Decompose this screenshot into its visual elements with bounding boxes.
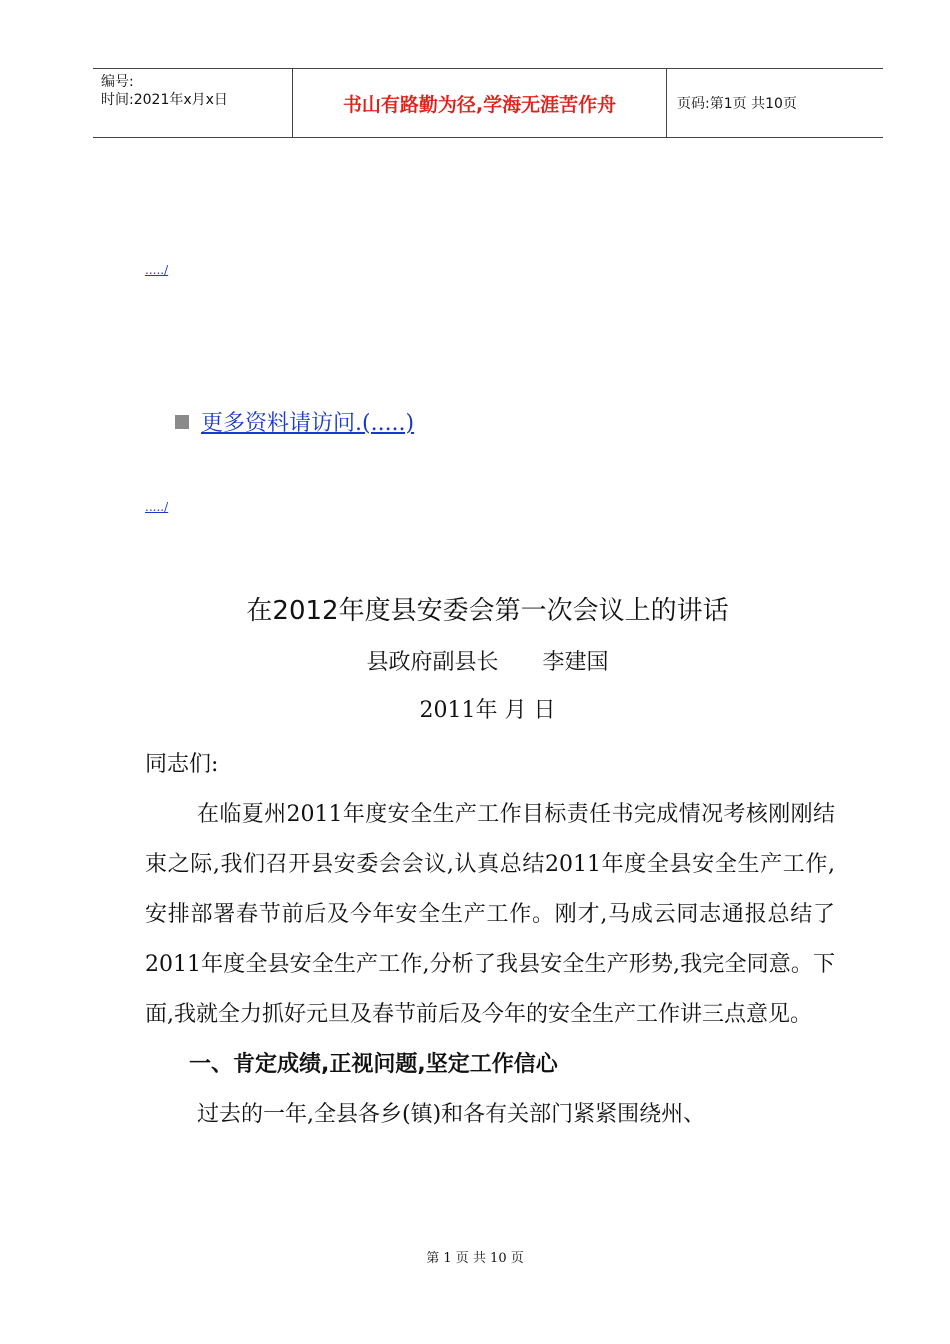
greeting: 同志们:	[145, 752, 219, 777]
section-heading-1: 一、肯定成绩,正视问题,坚定工作信心	[189, 1052, 558, 1077]
header-meta-cell	[93, 69, 293, 137]
motto-cell	[293, 69, 667, 137]
author-role: 县政府副县长	[366, 650, 499, 675]
time-label: 时间:2021年x月x日	[101, 92, 228, 108]
document-date: 2011年 月 日	[419, 698, 556, 723]
more-resources-row	[175, 406, 414, 437]
paragraph-1: 在临夏州2011年度安全生产工作目标责任书完成情况考核刚刚结束之际,我们召开县安委会会议,认真总结2011年度全县安全生产工作,安排部署春节前后及今年安全生产工作。刚才,马成云同志通报总结了2011年度全县安全生产工作,分析了我县安全生产形势,我完全同意。下面,我就全力抓好元旦及春节前后及今年的安全生产工作讲三点意见。	[145, 802, 835, 1027]
author-line	[0, 645, 950, 676]
document-title: 在2012年度县安委会第一次会议上的讲话	[246, 596, 729, 626]
motto-text: 书山有路勤为径,学海无涯苦作舟	[342, 93, 617, 116]
bullet-square-icon	[175, 415, 189, 429]
page-info-text: 页码:第1页 共10页	[677, 96, 797, 112]
page-info-cell	[667, 69, 883, 137]
page-footer: 第 1 页 共 10 页	[426, 1251, 524, 1266]
header-table	[93, 68, 883, 138]
paragraph-2: 过去的一年,全县各乡(镇)和各有关部门紧紧围绕州、	[197, 1102, 706, 1127]
author-name: 李建国	[542, 650, 609, 675]
more-resources-link[interactable]: 更多资料请访问.(.....)	[201, 411, 415, 436]
document-body	[145, 740, 835, 1140]
top-small-link[interactable]: ...../	[145, 263, 169, 277]
bottom-small-link[interactable]: ...../	[145, 500, 169, 514]
number-label: 编号:	[101, 74, 134, 90]
